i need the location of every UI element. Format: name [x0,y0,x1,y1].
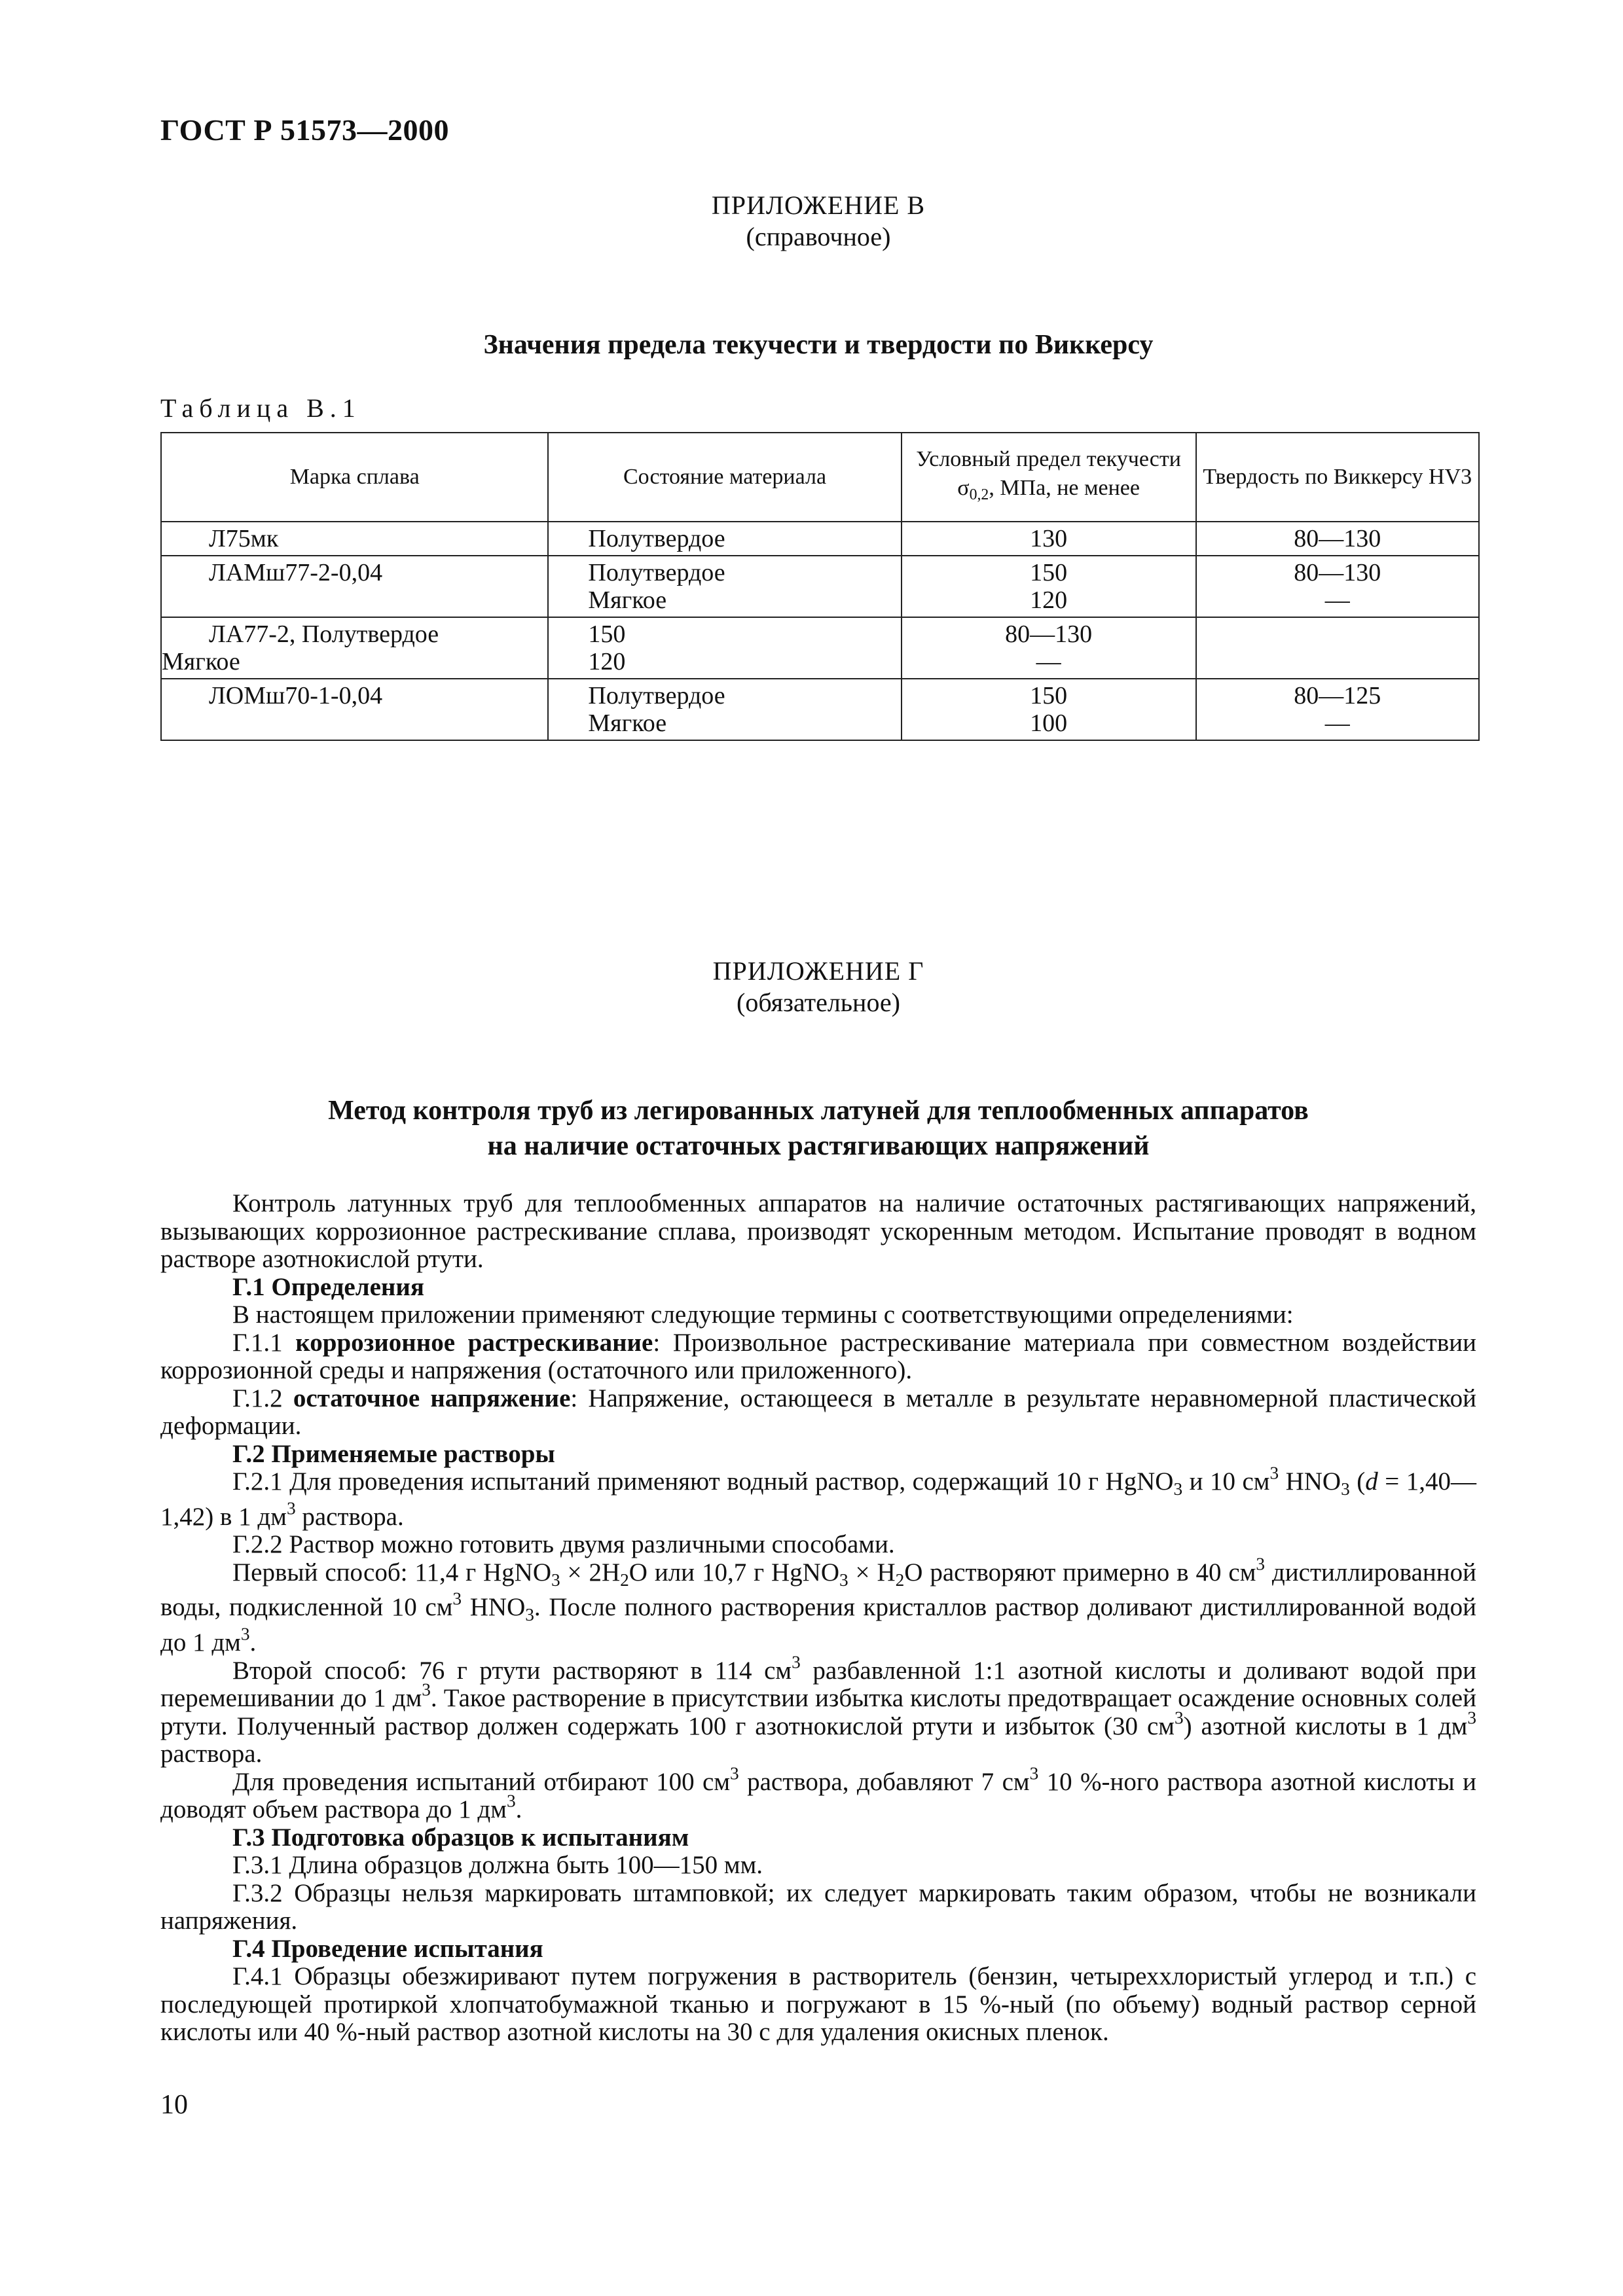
cell-yield [902,617,1196,679]
appendix-v-title: ПРИЛОЖЕНИЕ В [711,190,926,220]
cell-grade [161,617,548,679]
page-number: 10 [160,2090,188,2120]
cell-state-line: Мягкое [588,709,667,737]
header-hardness-label: Твердость по Виккерсу HV [1203,465,1461,489]
clause-g2-1 [160,1463,1476,1531]
test-solution-prep [160,1763,1476,1824]
table-row [161,522,1479,556]
cell-yield-line: — [1036,648,1061,675]
section-g3-heading: Г.3 Подготовка образцов к испытаниям [232,1823,689,1852]
text-run: и 10 см [1182,1467,1270,1496]
cell-state [548,556,901,617]
cell-grade: ЛАМш77-2-0,04 [161,556,548,617]
cell-state [548,617,901,679]
text-run: раствора. [295,1502,404,1531]
text-run: Г.2.1 Для проведения испытаний применяют водный раствор, содержащий 10 г HgNO [232,1467,1174,1496]
cell-state-line: Мягкое [588,586,667,614]
intro-paragraph: Контроль латунных труб для теплообменных аппаратов на наличие остаточных растягивающих напряжений, вызывающих коррозионное растрескивание сплава, производят ускоренным методом. Испытание проводят в водном растворе азотнокислой ртути. [160,1189,1476,1273]
appendix-g-subtitle: (обязательное) [737,988,900,1017]
subscript: 3 [839,1570,848,1590]
header-yield-line2 [902,474,1195,509]
subscript: 3 [551,1570,560,1590]
superscript: 3 [792,1652,801,1672]
sigma-symbol: σ [957,475,970,500]
text-run: 10 %-ного раствора азотной кислоты и доводят объем раствора до 1 дм [160,1767,1476,1824]
appendix-g-heading-line1: Метод контроля труб из легированных латуней для теплообменных аппаратов [328,1096,1309,1126]
text-run: раствора. [160,1740,263,1768]
text-run: . [249,1628,257,1657]
table-caption: Таблица В.1 [160,393,361,423]
section-g2-heading: Г.2 Применяемые растворы [232,1439,555,1468]
subscript: 2 [895,1570,905,1590]
header-hardness-sub: 3 [1461,465,1472,489]
section-g4-heading: Г.4 Проведение испытания [232,1934,543,1963]
appendix-v-heading: Значения предела текучести и твердости по Виккерсу [483,330,1154,360]
table-row [161,556,1479,617]
text-run: HNO [462,1593,526,1622]
text-run: . Такое растворение в присутствии избытка кислоты предотвращает осаждение основных солей ртути. Полученный раствор должен содержать 100 г азотнокислой ртути и избыток (30 см [160,1684,1476,1740]
definition-text: : Напряжение, остающееся в металле в результате неравномерной пластической деформации. [160,1384,1477,1440]
text-run: × 2H [560,1558,621,1587]
cell-state: Полутвердое [548,522,901,556]
cell-yield-line: 150 [1030,559,1068,586]
cell-state-line: Полутвердое [588,559,725,586]
cell-state-line: 150 [588,620,626,648]
appendix-g-title: ПРИЛОЖЕНИЕ Г [712,956,924,986]
text-run: O или 10,7 г HgNO [629,1558,839,1587]
header-state: Состояние материала [548,433,901,522]
section-g1-heading: Г.1 Определения [232,1272,424,1301]
text-run: . После полного растворения кристаллов раствор доливают дистиллированной водой до 1 дм [160,1593,1476,1657]
variable: d [1365,1467,1378,1496]
appendix-g-heading [160,1093,1476,1164]
cell-grade: Л75мк [161,522,548,556]
clause-g1-1 [160,1329,1476,1385]
cell-hardness-line: 80—130 [1294,559,1381,586]
cell-hardness: 80—130 [1196,522,1479,556]
text-run: Первый способ: 11,4 г HgNO [232,1558,551,1587]
superscript: 3 [730,1763,739,1784]
cell-grade: ЛОМш70-1-0,04 [161,679,548,740]
subscript: 3 [525,1605,534,1625]
cell-hardness [1196,617,1479,679]
cell-hardness-line: — [1324,709,1350,737]
method-one [160,1554,1476,1657]
cell-state [548,679,901,740]
superscript: 3 [1029,1763,1039,1784]
clause-g3-1: Г.3.1 Длина образцов должна быть 100—150 мм. [232,1851,763,1880]
document-id: ГОСТ Р 51573—2000 [160,113,449,147]
text-run: дистиллированной воды, подкисленной 10 см [160,1558,1476,1622]
cell-yield-line: 120 [1030,586,1068,614]
cell-yield-line: 80—130 [1005,620,1093,648]
clause-g1-2 [160,1385,1476,1441]
superscript: 3 [506,1791,516,1811]
cell-state-line: Полутвердое [588,682,725,709]
clause-g4-1: Г.4.1 Образцы обезжиривают путем погружения в растворитель (бензин, четыреххлористый углерод и т.п.) с последующей протиркой хлопчатобумажной тканью и погружают в 15 %-ный (по объему) водный раствор серной кислоты или 40 %-ный раствор азотной кислоты на 30 с для удаления окисных пленок. [160,1962,1476,2047]
cell-yield-line: 150 [1030,682,1068,709]
appendix-g-heading-line2: на наличие остаточных растягивающих напряжений [487,1131,1150,1161]
cell-hardness [1196,556,1479,617]
appendix-g-body [160,1190,1476,2047]
table-header-row [161,433,1479,522]
term-corrosion-cracking: коррозионное растрескивание [295,1328,653,1357]
text-run: Для проведения испытаний отбирают 100 см [232,1767,731,1796]
header-yield-unit: , МПа, не менее [989,475,1140,500]
text-run: . [515,1795,522,1824]
section-g1-text: В настоящем приложении применяют следующие термины с соответствующими определениями: [232,1300,1294,1329]
cell-hardness [1196,679,1479,740]
table-row [161,679,1479,740]
text-run: разбавленной 1:1 азотной кислоты и доливают водой при перемешивании до 1 дм [160,1656,1476,1713]
text-run: = 1,40—1,42) в 1 дм [160,1467,1476,1531]
cell-state-line: 120 [588,648,626,675]
superscript: 3 [286,1498,296,1518]
text-run: × H [848,1558,896,1587]
subscript: 3 [1173,1479,1183,1499]
clause-number: Г.1.2 [232,1384,283,1412]
header-hardness [1196,433,1479,522]
clause-number: Г.1.1 [232,1328,283,1357]
clause-g2-2: Г.2.2 Раствор можно готовить двумя различными способами. [232,1530,895,1559]
header-grade: Марка сплава [161,433,548,522]
superscript: 3 [240,1624,250,1644]
text-run: O растворяют примерно в 40 см [904,1558,1256,1587]
cell-yield: 130 [902,522,1196,556]
sigma-subscript: 0,2 [969,486,989,504]
cell-grade-line: ЛА77-2, Полутвердое [209,620,439,648]
table-row [161,617,1479,679]
appendix-v-subtitle: (справочное) [746,222,891,251]
definition-text: : Произвольное растрескивание материала при совместном воздействии коррозионной среды и напряжения (остаточного или приложенного). [160,1328,1476,1384]
method-two [160,1652,1476,1768]
text-run: ( [1349,1467,1366,1496]
superscript: 3 [1256,1554,1266,1574]
text-run: Второй способ: 76 г ртути растворяют в 114 см [232,1656,792,1685]
superscript: 3 [422,1679,431,1700]
cell-hardness-line: 80—125 [1294,682,1381,709]
superscript: 3 [1467,1708,1476,1728]
header-yield [902,433,1196,522]
text-run: раствора, добавляют 7 см [739,1767,1030,1796]
cell-yield [902,556,1196,617]
text-run: ) азотной кислоты в 1 дм [1183,1712,1468,1740]
term-residual-stress: остаточное напряжение [293,1384,571,1412]
superscript: 3 [452,1589,462,1609]
cell-grade-line: Мягкое [162,648,240,675]
subscript: 3 [1341,1479,1350,1499]
cell-yield-line: 100 [1030,709,1068,737]
superscript: 3 [1269,1463,1279,1483]
text-run: HNO [1279,1467,1341,1496]
superscript: 3 [1174,1708,1184,1728]
subscript: 2 [620,1570,629,1590]
yield-hardness-table [160,432,1480,741]
header-yield-line1: Условный предел текучести [916,446,1181,471]
cell-hardness-line: — [1324,586,1350,614]
clause-g3-2: Г.3.2 Образцы нельзя маркировать штамповкой; их следует маркировать таким образом, чтобы не возникали напряжения. [160,1878,1476,1935]
cell-yield [902,679,1196,740]
